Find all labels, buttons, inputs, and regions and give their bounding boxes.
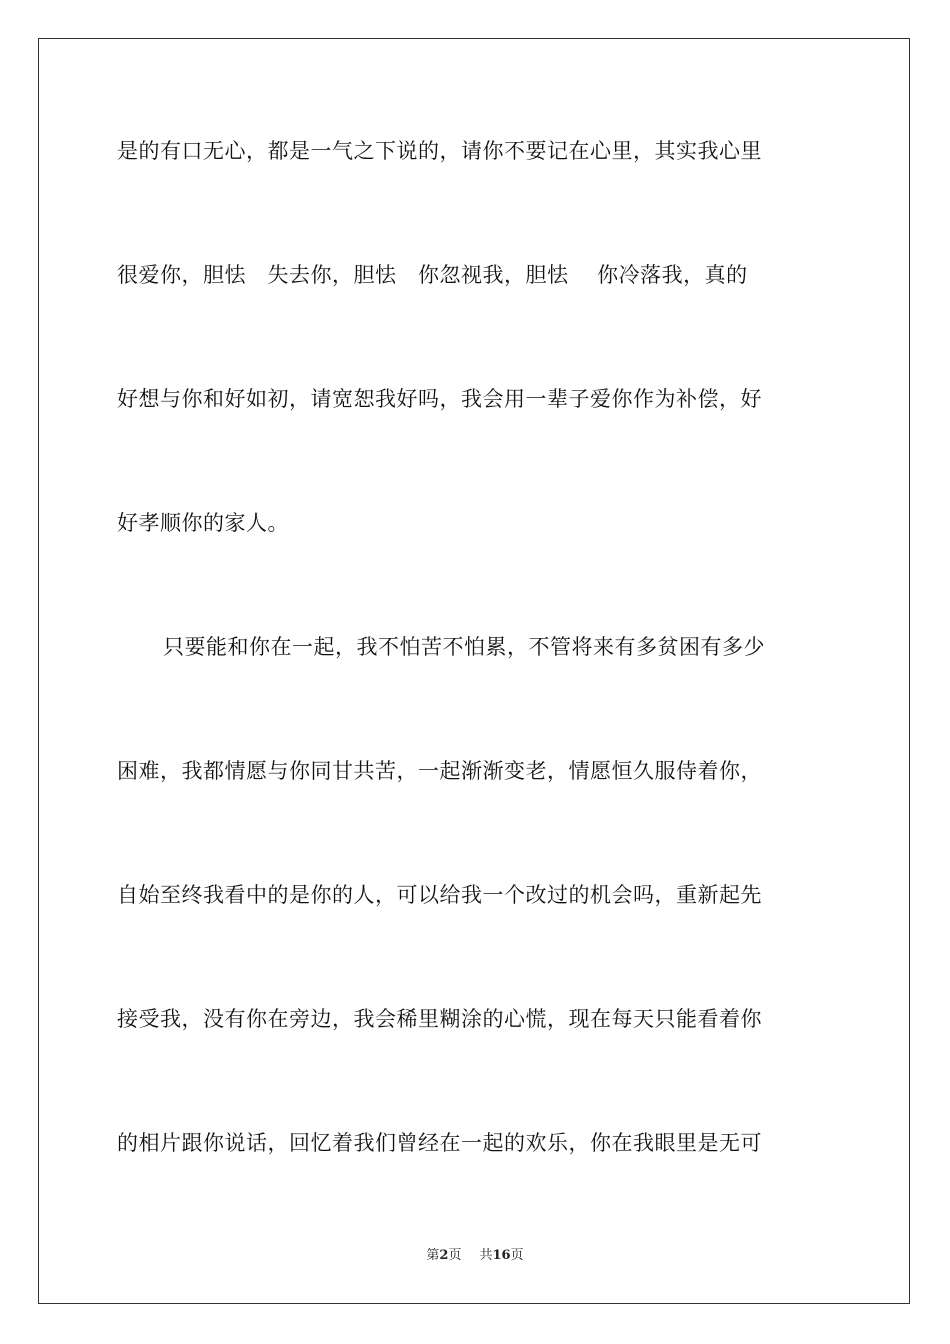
- total-suffix: 页: [510, 1248, 524, 1263]
- page-number: 2: [439, 1248, 449, 1263]
- paragraph-line: 接受我，没有你在旁边，我会稀里糊涂的心慌，现在每天只能看着你: [117, 1007, 762, 1031]
- total-prefix: 共: [479, 1248, 493, 1263]
- paragraph-line: 很爱你，胆怯 失去你，胆怯 你忽视我，胆怯 你冷落我，真的: [117, 263, 748, 287]
- paragraph-line: 是的有口无心，都是一气之下说的，请你不要记在心里，其实我心里: [117, 139, 762, 163]
- paragraph-line-indented: 只要能和你在一起，我不怕苦不怕累，不管将来有多贫困有多少: [163, 635, 765, 659]
- paragraph-line: 好想与你和好如初，请宽恕我好吗，我会用一辈子爱你作为补偿，好: [117, 387, 762, 411]
- paragraph-line: 困难，我都情愿与你同甘共苦，一起渐渐变老，情愿恒久服侍着你，: [117, 759, 762, 783]
- paragraph-line: 的相片跟你说话，回忆着我们曾经在一起的欢乐，你在我眼里是无可: [117, 1131, 762, 1155]
- paragraph-line: 好孝顺你的家人。: [117, 511, 289, 535]
- page-suffix: 页: [448, 1248, 462, 1263]
- page-footer: [0, 1247, 950, 1265]
- page-frame: [38, 38, 910, 1304]
- total-pages: 16: [492, 1248, 511, 1263]
- paragraph-line: 自始至终我看中的是你的人，可以给我一个改过的机会吗，重新起先: [117, 883, 762, 907]
- page-prefix: 第: [426, 1248, 440, 1263]
